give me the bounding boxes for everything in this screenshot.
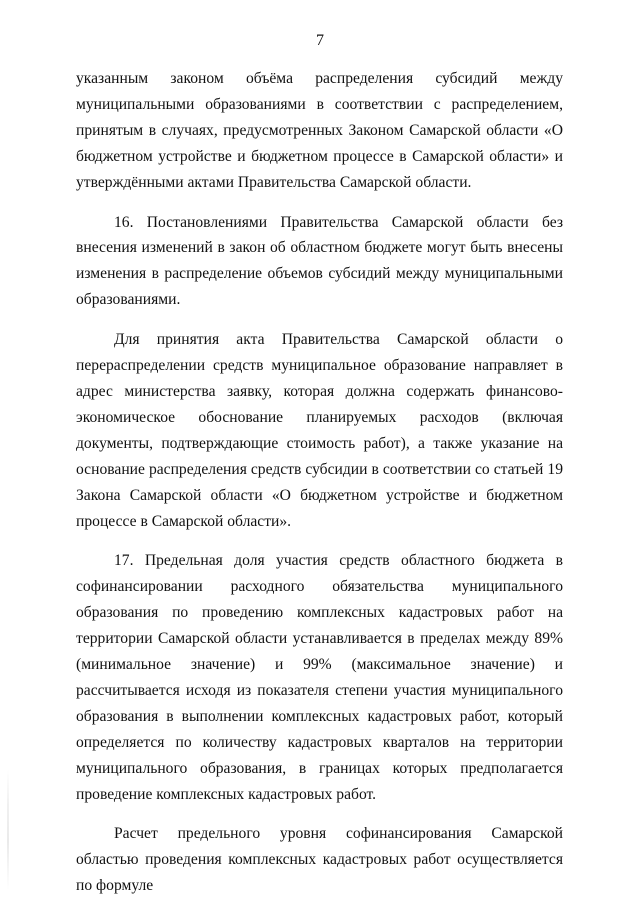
document-body <box>76 66 563 913</box>
paragraph-formula-intro: Расчет предельного уровня софинансирования Самарской областью проведения комплексных кадастровых работ осуществляется по формуле <box>76 825 563 895</box>
paragraph-reallocation-request: Для принятия акта Правительства Самарской области о перераспределении средств муниципальное образование направляет в адрес министерства заявку, которая должна содержать финансово-экономическое обоснование планируемых расходов (включая документы, подтверждающие стоимость работ), а также указание на основание распределения средств субсидии в соответствии со статьей 19 Закона Самарской области «О бюджетном устройстве и бюджетном процессе в Самарской области». <box>76 331 563 530</box>
paragraph-item-16: 16. Постановлениями Правительства Самарской области без внесения изменений в закон об областном бюджете могут быть внесены изменения в распределение объемов субсидий между муниципальными образованиями. <box>76 213 563 309</box>
paragraph-item-17: 17. Предельная доля участия средств областного бюджета в софинансировании расходного обязательства муниципального образования по проведению комплексных кадастровых работ на территории Самарской области устанавливается в пределах между 89% (минимальное значение) и 99% (максимальное значение) и рассчитывается исходя из показателя степени участия муниципального образования в выполнении комплексных кадастровых работ, который определяется по количеству кадастровых кварталов на территории муниципального образования, в границах которых предполагается проведение комплексных кадастровых работ. <box>76 552 563 803</box>
page-number: 7 <box>316 32 324 49</box>
paragraph-continuation: указанным законом объёма распределения субсидий между муниципальными образованиями в соответствии с распределением, принятым в случаях, предусмотренных Законом Самарской области «О бюджетном устройстве и бюджетном процессе в Самарской области» и утверждёнными актами Правительства Самарской области. <box>76 70 563 191</box>
scan-margin-artifact <box>7 770 9 890</box>
